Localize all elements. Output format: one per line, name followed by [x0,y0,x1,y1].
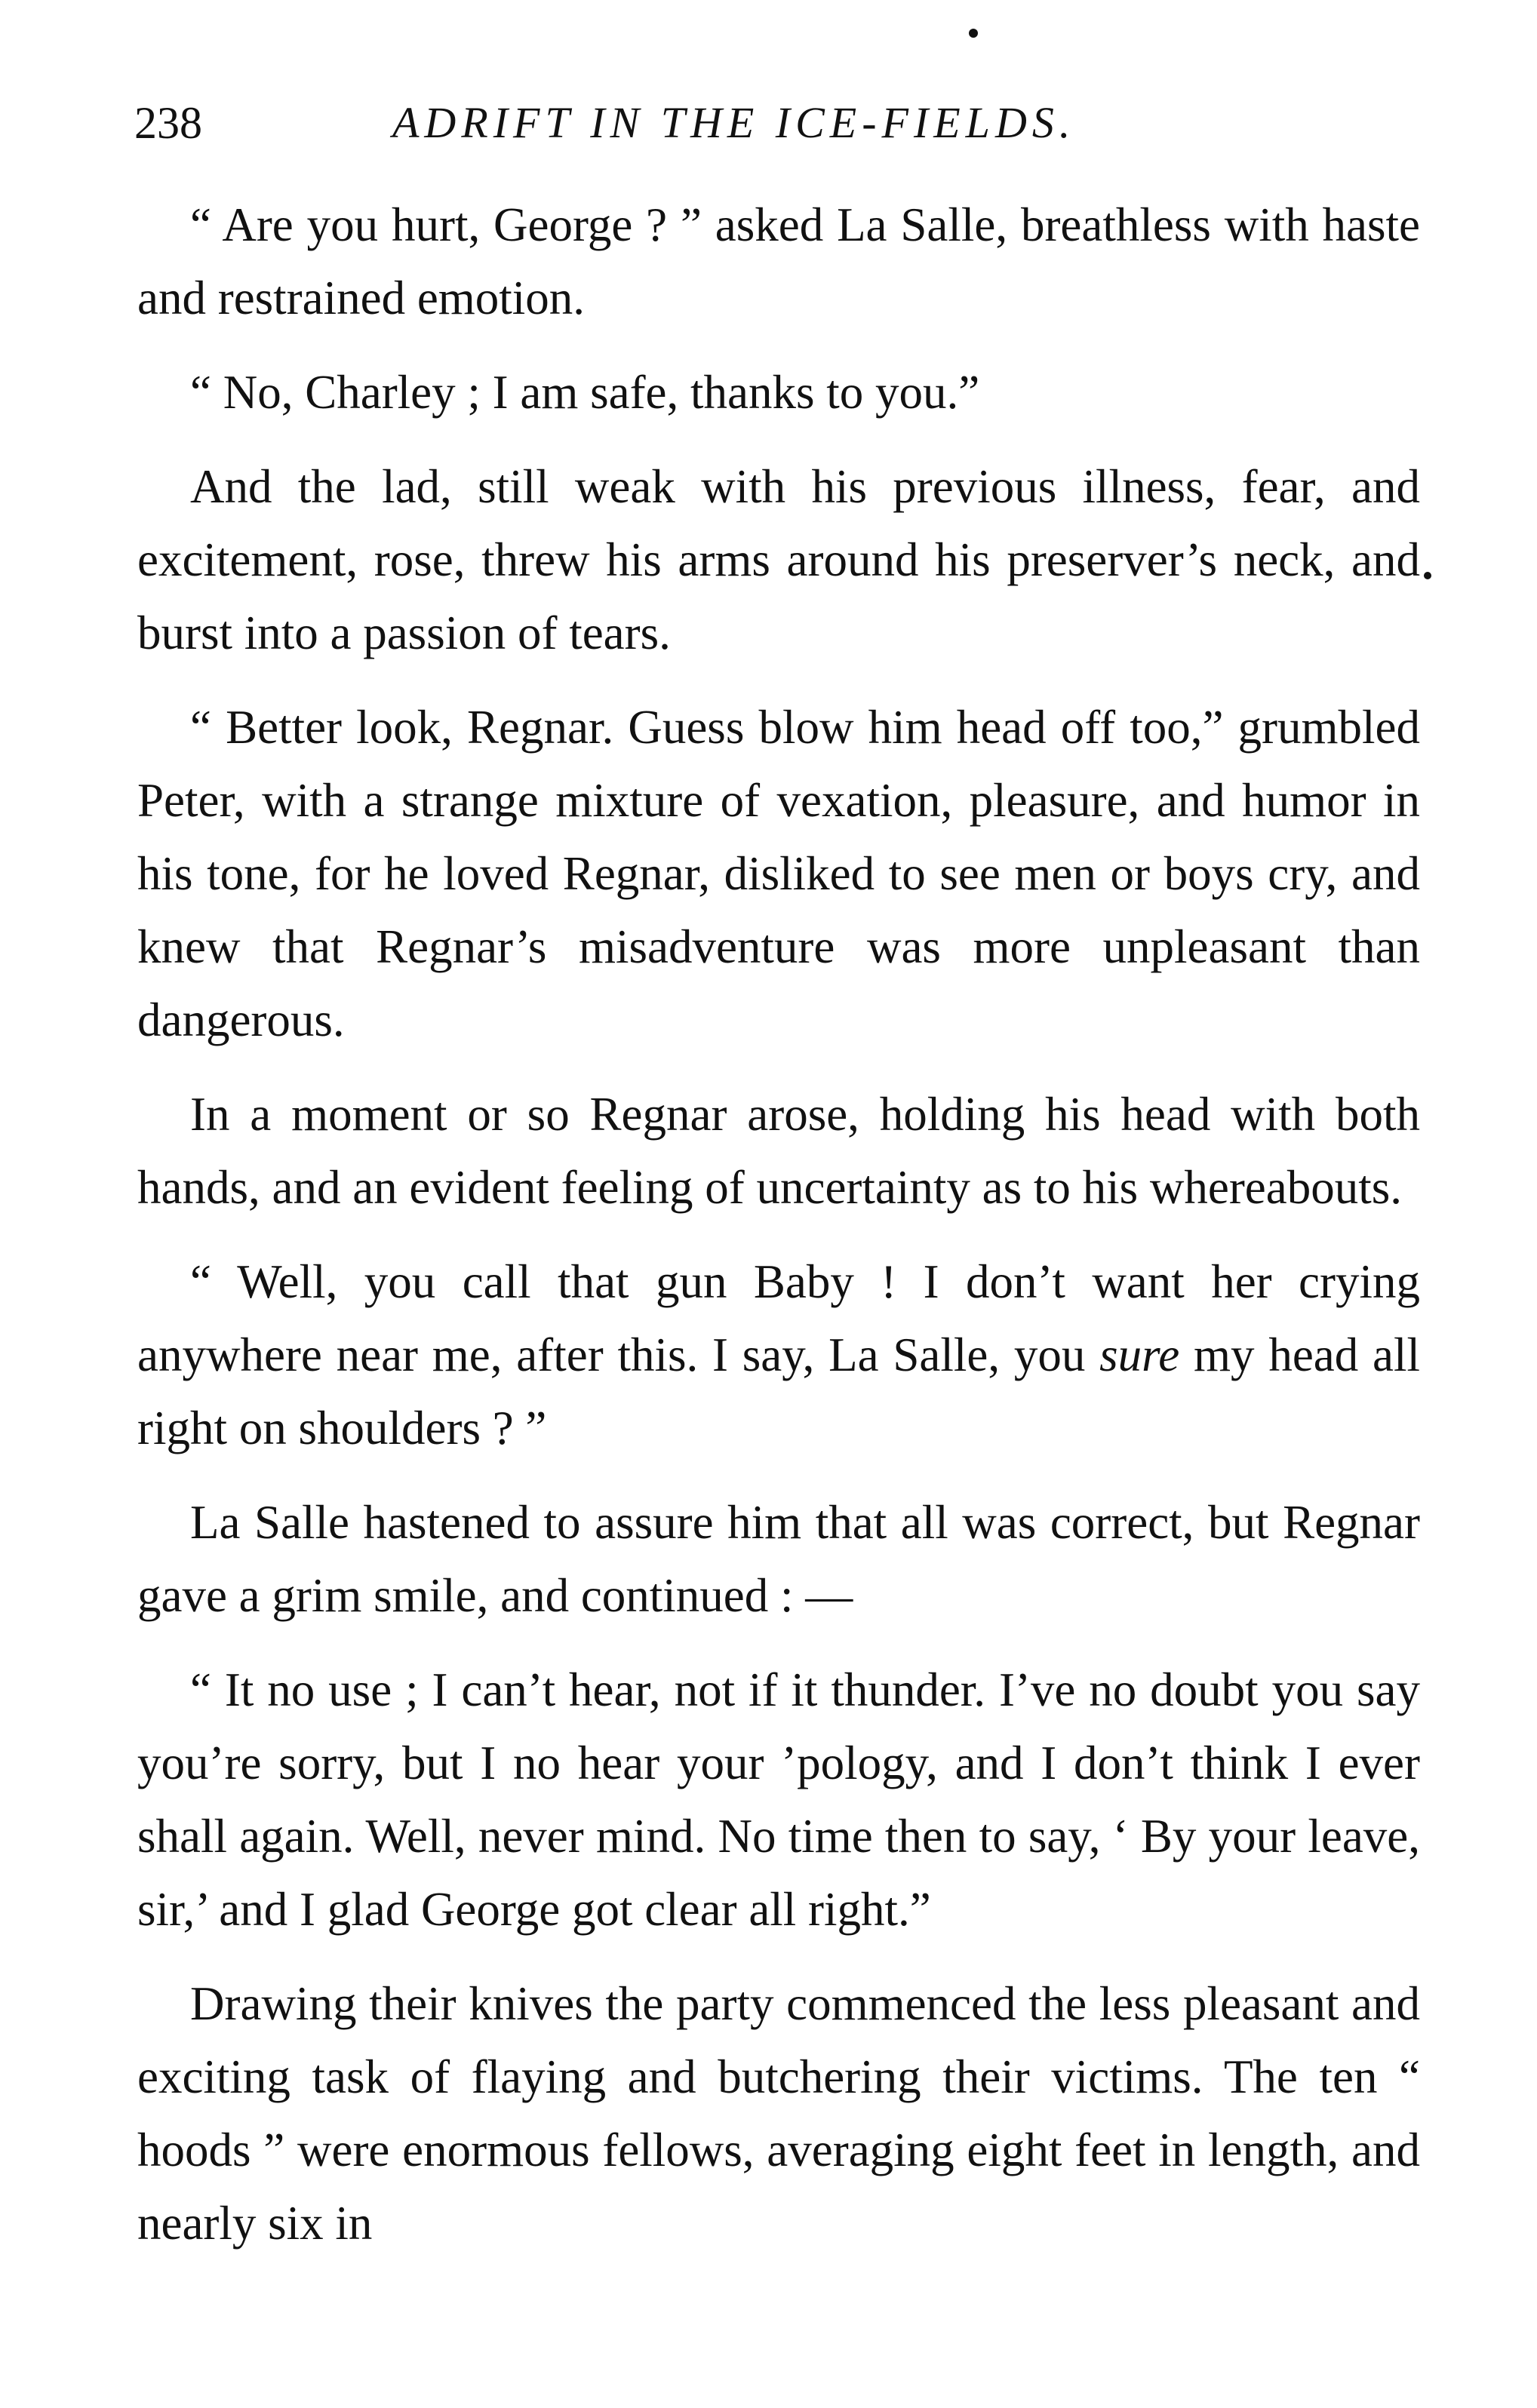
running-title: ADRIFT IN THE ICE-FIELDS. [392,98,1076,147]
paragraph [137,356,1420,429]
paragraph-text: “ It no use ; I can’t hear, not if it thunder. I’ve no doubt you say you’re sorry, but I no hear your ’pology, and I don’t think I ever shall again. Well, never mind. No time then to say, ‘ By your leave, sir,’ and I glad George got clear all right.” [137,1663,1420,1936]
paragraph-text: Drawing their knives the party commenced the less pleasant and exciting task of flaying and butchering their victims. The ten “ hoods ” were enormous fellows, averaging eight feet in length, and nearly six in [137,1977,1420,2250]
paragraph-text: “ Well, you call that gun Baby ! I don’t want her crying anywhere near me, after this. I say, La Salle, you [137,1255,1420,1381]
emphasized-word: sure [1099,1328,1180,1381]
paragraph [137,1486,1420,1632]
print-speck [969,29,978,38]
print-speck [1424,572,1431,579]
paragraph-text: And the lad, still weak with his previous illness, fear, and excitement, rose, threw his arms around his preserver’s neck, and burst into a passion of tears. [137,460,1420,659]
paragraph [137,189,1420,335]
paragraph-text: In a moment or so Regnar arose, holding his head with both hands, and an evident feeling of uncertainty as to his whereabouts. [137,1088,1420,1214]
paragraph-text: La Salle hastened to assure him that all was correct, but Regnar gave a grim smile, and continued : — [137,1496,1420,1622]
paragraph-text: “ Are you hurt, George ? ” asked La Salle, breathless with haste and restrained emotion. [137,198,1420,324]
page-number: 238 [134,98,202,148]
body-text [137,189,1420,2260]
paragraph-text: “ No, Charley ; I am safe, thanks to you.” [190,366,980,419]
paragraph [137,1078,1420,1224]
paragraph [137,450,1420,670]
running-header [134,89,1417,157]
paragraph [137,1654,1420,1946]
paragraph [137,1967,1420,2260]
paragraph-text: “ Better look, Regnar. Guess blow him head off too,” grumbled Peter, with a strange mixture of vexation, pleasure, and humor in his tone, for he loved Regnar, disliked to see men or boys cry, and knew that Regnar’s misadventure was more unpleasant than dangerous. [137,701,1420,1046]
paragraph [137,1245,1420,1465]
paragraph-text: my head all right on shoulders ? ” [137,1328,1420,1454]
paragraph [137,691,1420,1057]
